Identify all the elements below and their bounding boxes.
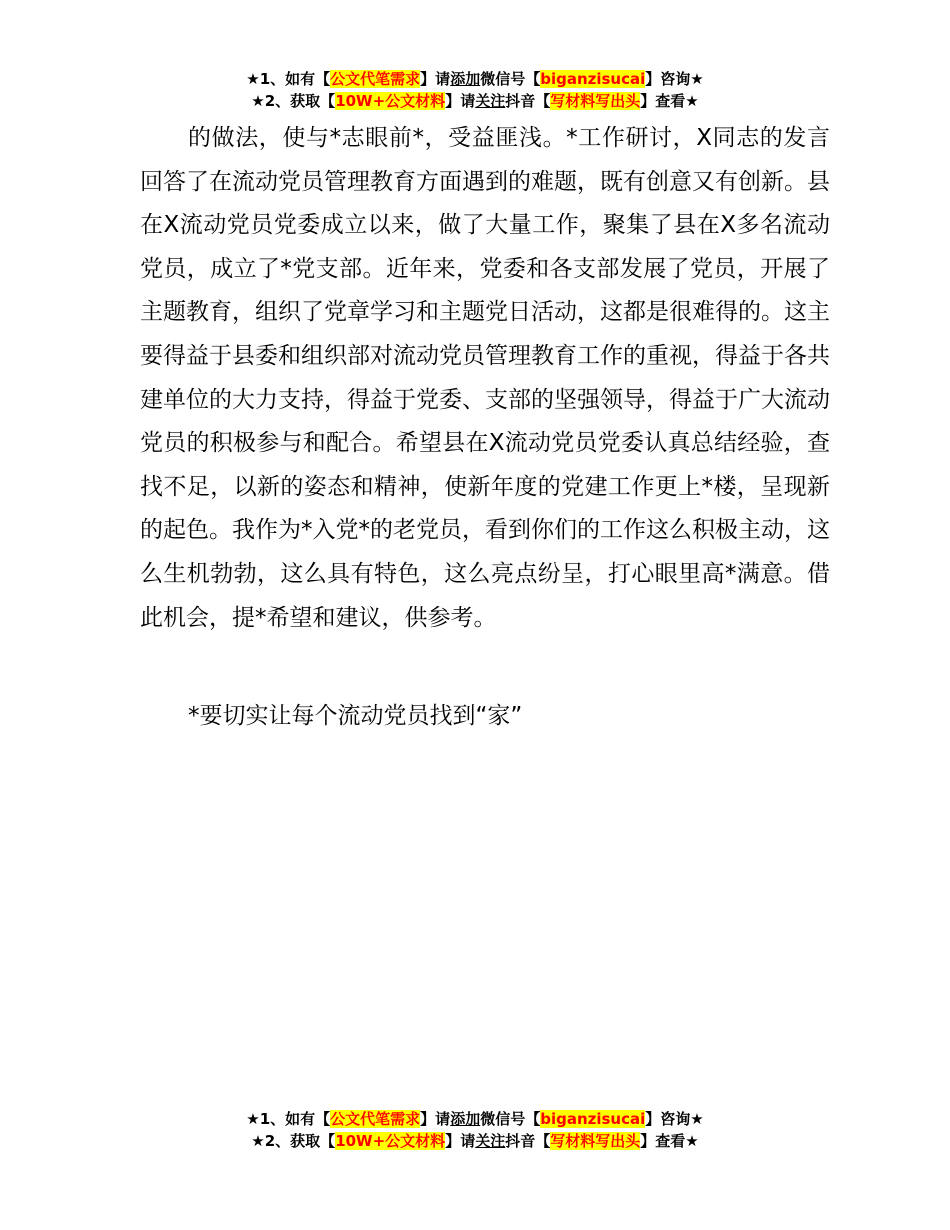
header-banner [0,68,950,112]
banner-text: 】咨询★ [645,70,704,88]
document-body [140,117,830,729]
banner-text: 】请 [420,1110,451,1128]
banner-text: 】查看★ [640,1132,699,1150]
highlight-douyin-name: 写材料写出头 [550,92,641,110]
banner-text: 微信号【 [480,1110,541,1128]
banner-text: 】咨询★ [645,1110,704,1128]
banner-text: ★2、获取【 [251,92,336,110]
highlight-douyin-name: 写材料写出头 [550,1132,641,1150]
banner-line-1 [0,1108,950,1130]
underlined-text: 关注 [475,92,506,110]
highlight-wechat-id: biganzisucai [540,70,646,88]
banner-text: ★2、获取【 [251,1132,336,1150]
banner-text: 】请 [445,1132,476,1150]
banner-text: 】查看★ [640,92,699,110]
banner-text: 抖音【 [505,1132,551,1150]
underlined-text: 添加 [450,70,481,88]
banner-text: 微信号【 [480,70,541,88]
banner-line-2 [0,90,950,112]
underlined-text: 添加 [450,1110,481,1128]
banner-text: ★1、如有【 [246,1110,331,1128]
banner-text: ★1、如有【 [246,70,331,88]
banner-text: 】请 [445,92,476,110]
highlight-materials: 10W+公文材料 [335,1132,446,1150]
underlined-text: 关注 [475,1132,506,1150]
body-paragraph: 的做法，使与*志眼前*，受益匪浅。*工作研讨，X同志的发言回答了在流动党员管理教育方面遇到的难题，既有创意又有创新。县在X流动党员党委成立以来，做了大量工作，聚集了县在X多名流动党员，成立了*党支部。近年来，党委和各支部发展了党员，开展了主题教育，组织了党章学习和主题党日活动，这都是很难得的。这主要得益于县委和组织部对流动党员管理教育工作的重视，得益于各共建单位的大力支持，得益于党委、支部的坚强领导，得益于广大流动党员的积极参与和配合。希望县在X流动党员党委认真总结经验，查找不足，以新的姿态和精神，使新年度的党建工作更上*楼，呈现新的起色。我作为*入党*的老党员，看到你们的工作这么积极主动，这么生机勃勃，这么具有特色，这么亮点纷呈，打心眼里高*满意。借此机会，提*希望和建议，供参考。 [140,125,830,631]
banner-text: 抖音【 [505,92,551,110]
banner-line-2 [0,1130,950,1152]
highlight-wechat-id: biganzisucai [540,1110,646,1128]
banner-line-1 [0,68,950,90]
highlight-service: 公文代笔需求 [330,70,421,88]
footer-banner [0,1108,950,1152]
highlight-materials: 10W+公文材料 [335,92,446,110]
highlight-service: 公文代笔需求 [330,1110,421,1128]
section-heading: *要切实让每个流动党员找到“家” [188,703,523,729]
banner-text: 】请 [420,70,451,88]
